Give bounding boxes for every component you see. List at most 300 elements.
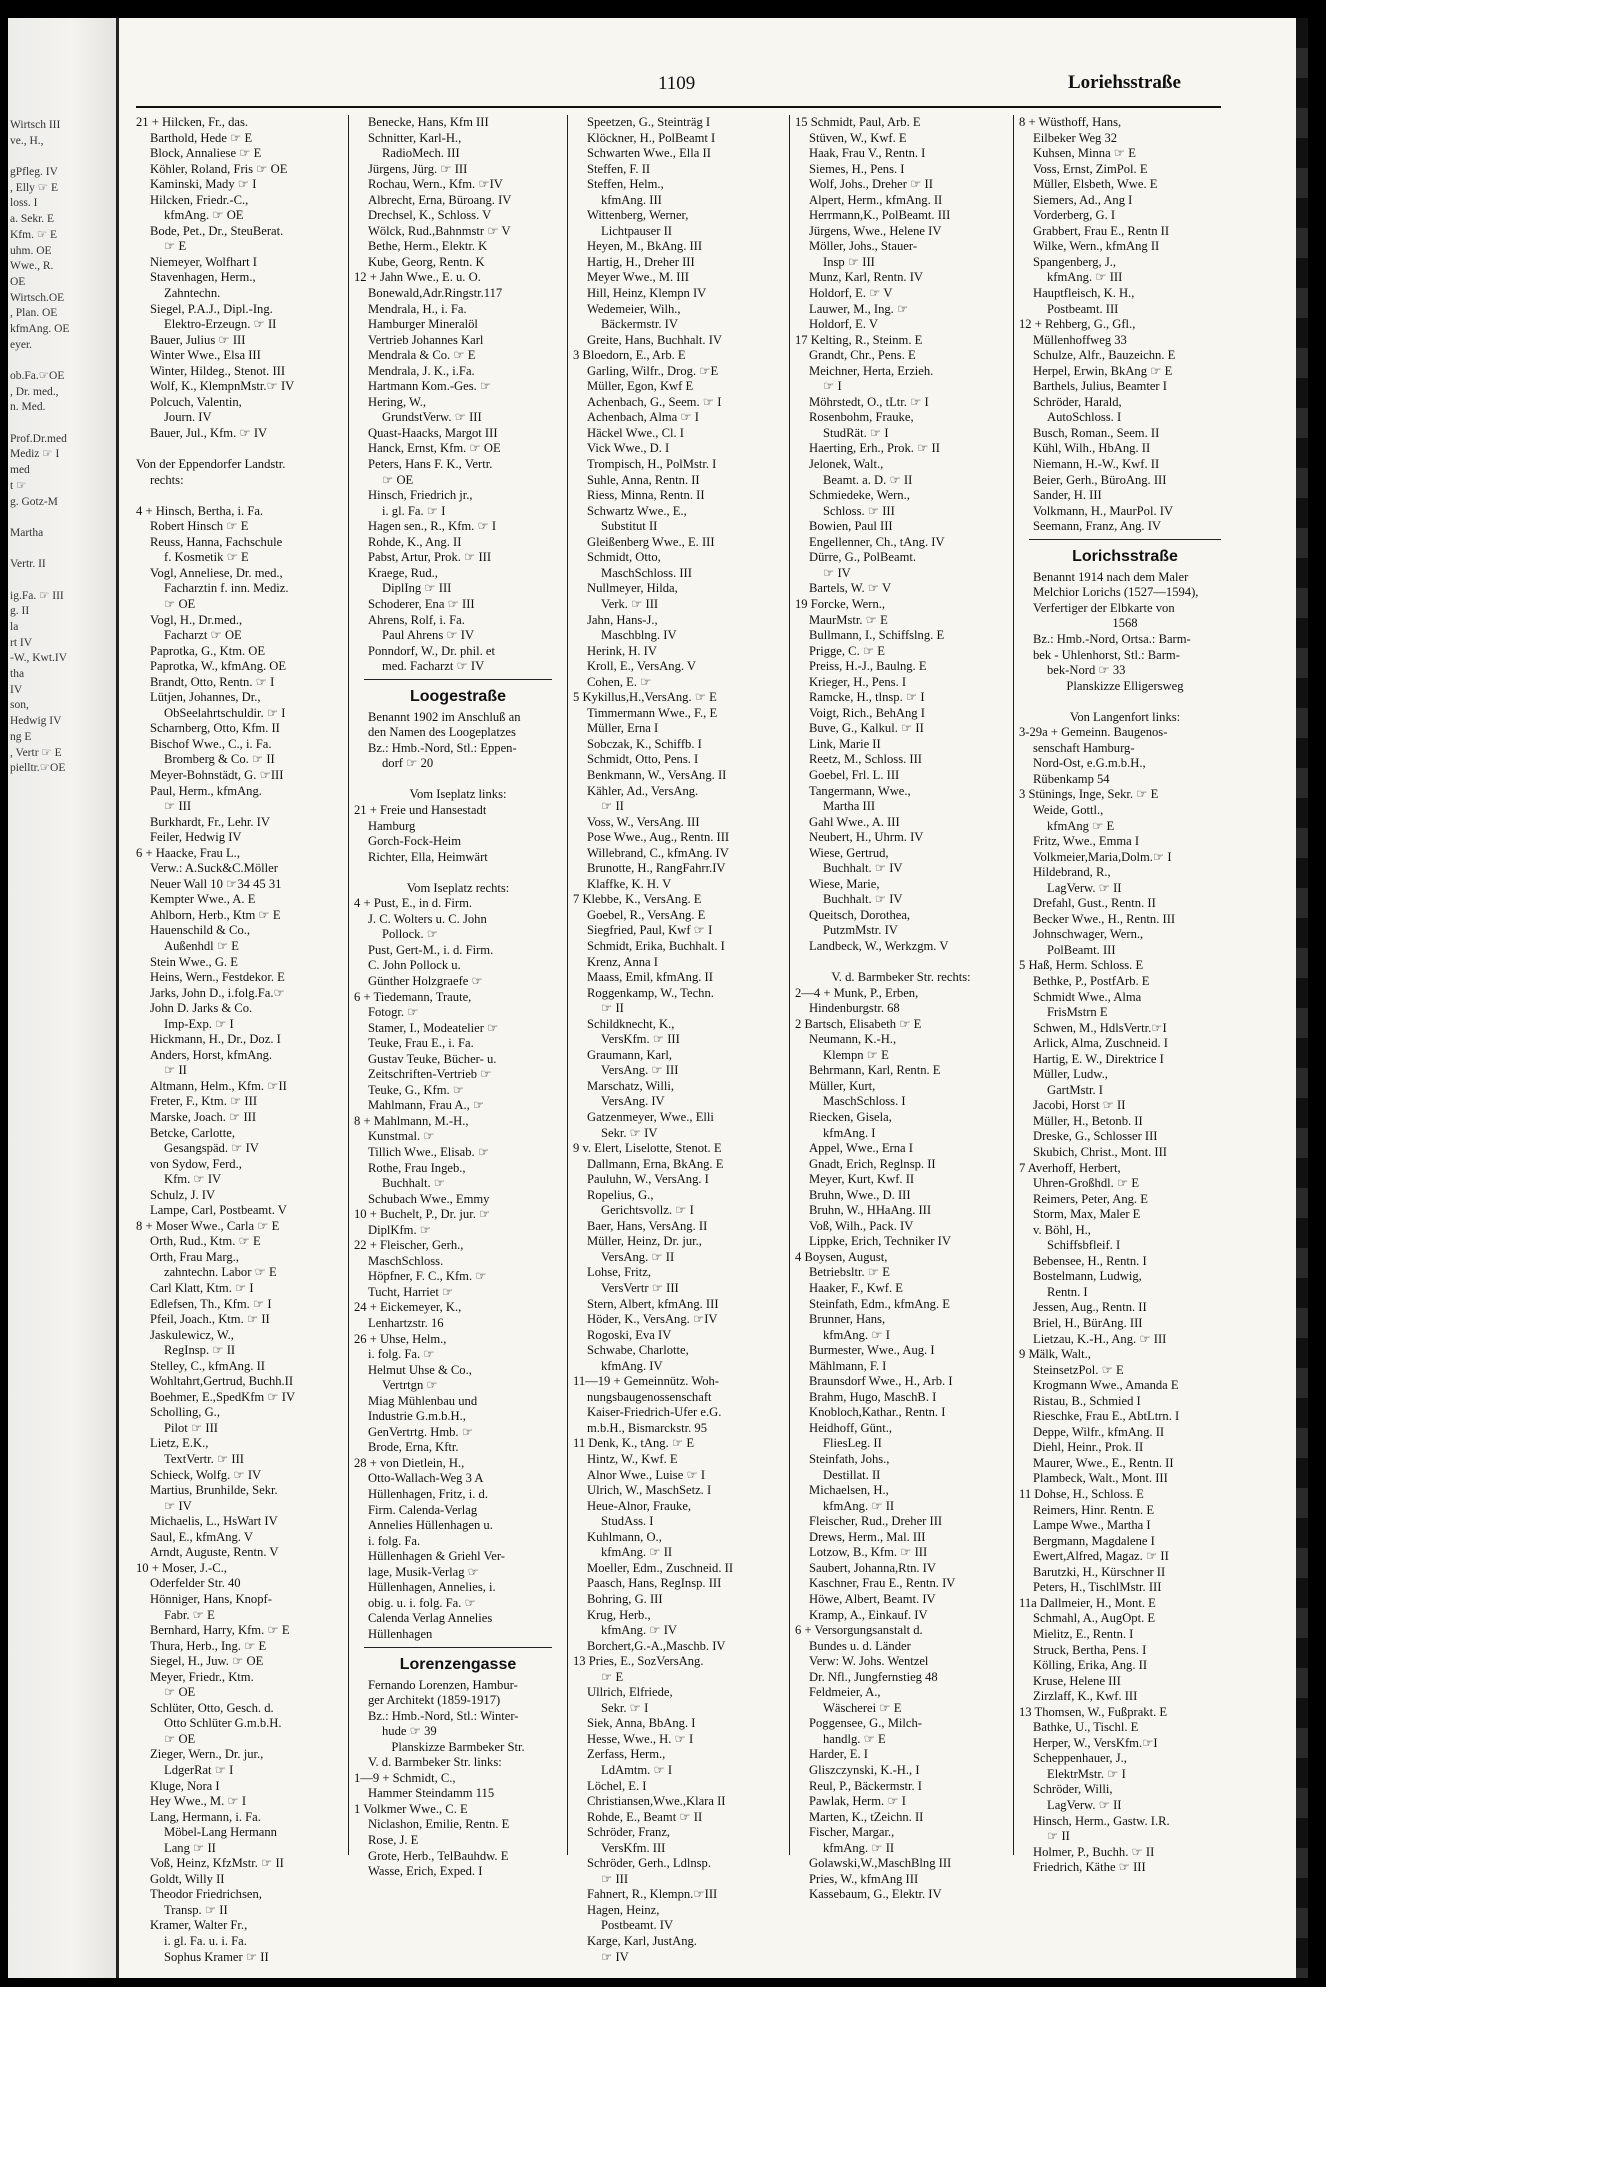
directory-entry: Rieschke, Frau E., AbtLtrn. I <box>1033 1409 1180 1424</box>
directory-entry: Briel, H., BürAng. III <box>1033 1316 1143 1331</box>
directory-entry: Harder, E. I <box>809 1747 868 1762</box>
directory-entry: 2—4 + Munk, P., Erben, <box>795 985 919 1000</box>
directory-entry: GenVertrtg. Hmb. ☞ <box>368 1424 474 1439</box>
column-1 <box>136 115 341 1964</box>
directory-entry: Willebrand, C., kfmAng. IV <box>587 845 729 860</box>
directory-entry: Bartels, W. ☞ V <box>809 581 892 596</box>
directory-entry: 28 + von Dietlein, H., <box>354 1455 465 1470</box>
directory-entry: Stelley, C., kfmAng. II <box>150 1358 265 1373</box>
directory-entry: Schröder, Franz, <box>587 1825 671 1840</box>
gutter-line <box>10 149 116 165</box>
directory-entry: 19 Forcke, Wern., <box>795 596 886 611</box>
directory-entry: 15 Schmidt, Paul, Arb. E <box>795 115 921 129</box>
directory-entry: nungsbaugenossenschaft <box>587 1389 712 1404</box>
directory-entry: Buve, G., Kalkul. ☞ II <box>809 721 924 736</box>
directory-entry: Verw: W. Johs. Wentzel <box>809 1654 929 1669</box>
directory-entry: Lampe, Carl, Postbeamt. V <box>150 1203 287 1218</box>
directory-entry: Lütjen, Johannes, Dr., <box>150 690 261 705</box>
gutter-line: n. Med. <box>10 401 46 414</box>
directory-entry: Zerfass, Herm., <box>587 1747 666 1762</box>
gutter-line: , Dr. med., <box>10 385 59 398</box>
gutter-line: g. II <box>10 605 30 618</box>
directory-entry: Heins, Wern., Festdekor. E <box>150 970 285 985</box>
directory-entry: Schulze, Alfr., Bauzeichn. E <box>1033 348 1176 363</box>
directory-entry: Albrecht, Erna, Büroang. IV <box>368 192 512 207</box>
directory-entry: Jürgens, Wwe., Helene IV <box>809 223 942 238</box>
directory-entry: Gahl Wwe., A. III <box>809 814 900 829</box>
directory-entry: obig. u. i. folg. Fa. ☞ <box>368 1595 476 1610</box>
column-divider <box>348 115 349 1855</box>
directory-entry: Hickmann, H., Dr., Doz. I <box>150 1032 281 1047</box>
gutter-line: la <box>10 621 19 633</box>
directory-entry: Bromberg & Co. ☞ II <box>164 752 275 767</box>
directory-entry: Paul, Herm., kfmAng. <box>150 783 262 798</box>
directory-entry: Lenhartzstr. 16 <box>368 1316 444 1331</box>
directory-entry: 1 Volkmer Wwe., C. E <box>354 1801 468 1816</box>
directory-entry: hude ☞ 39 <box>382 1724 437 1739</box>
directory-entry: Saul, E., kfmAng. V <box>150 1529 253 1544</box>
directory-entry: Klempn ☞ E <box>823 1047 889 1062</box>
directory-entry: Kunstmal. ☞ <box>368 1129 435 1144</box>
directory-entry: Bowien, Paul III <box>809 519 893 534</box>
gutter-line: , Elly ☞ E <box>10 181 58 194</box>
directory-entry: Richter, Ella, Heimwärt <box>368 849 488 864</box>
section-rule <box>364 679 552 680</box>
directory-entry: Quast-Haacks, Margot III <box>368 425 498 440</box>
directory-entry: Paprotka, W., kfmAng. OE <box>150 659 287 674</box>
gutter-line: tha <box>10 668 25 681</box>
directory-entry: Thura, Herb., Ing. ☞ E <box>150 1638 267 1653</box>
directory-entry: Speetzen, G., Steinträg I <box>587 115 711 129</box>
directory-entry: Zahntechn. <box>164 286 221 301</box>
directory-entry: Hartig, H., Dreher III <box>587 254 695 269</box>
directory-entry: 11—19 + Gemeinnütz. Woh- <box>573 1374 719 1389</box>
directory-entry: Herink, H. IV <box>587 643 657 658</box>
directory-entry: Müllenhoffweg 33 <box>1033 332 1127 347</box>
directory-entry: Trompisch, H., PolMstr. I <box>587 457 717 472</box>
gutter-line: kfmAng. OE <box>10 322 70 335</box>
directory-entry: Golawski,W.,MaschBlng III <box>809 1856 952 1871</box>
directory-entry: Von der Eppendorfer Landstr. <box>136 457 286 472</box>
gutter-line: Prof.Dr.med <box>10 432 67 445</box>
directory-entry: Siemes, H., Pens. I <box>809 161 905 176</box>
directory-entry: Barthels, Julius, Beamter I <box>1033 379 1167 394</box>
directory-entry: Kuhlmann, O., <box>587 1529 662 1544</box>
directory-entry: Industrie G.m.b.H., <box>368 1409 466 1424</box>
directory-entry: PolBeamt. III <box>1047 942 1116 957</box>
directory-entry: Helmut Uhse & Co., <box>368 1362 472 1377</box>
directory-entry: Grandt, Chr., Pens. E <box>809 348 916 363</box>
directory-entry: Suhle, Anna, Rentn. II <box>587 472 700 487</box>
directory-entry: Verfertiger der Elbkarte von <box>1033 600 1175 615</box>
directory-entry: Kassebaum, G., Elektr. IV <box>809 1887 942 1902</box>
directory-entry: Haak, Frau V., Rentn. I <box>809 146 926 161</box>
directory-entry: Kempter Wwe., A. E <box>150 892 256 907</box>
directory-entry: Vorderberg, G. I <box>1033 208 1116 223</box>
directory-entry: Martha III <box>823 799 876 814</box>
directory-entry: TextVertr. ☞ III <box>164 1452 244 1467</box>
directory-entry: Miag Mühlenbau und <box>368 1393 478 1408</box>
directory-entry: Jelonek, Walt., <box>809 457 884 472</box>
directory-entry: Verw.: A.Suck&C.Möller <box>150 861 278 876</box>
directory-entry: Pust, Gert-M., i. d. Firm. <box>368 942 494 957</box>
directory-entry: Storm, Max, Maler E <box>1033 1207 1141 1222</box>
gutter-line: Vertr. II <box>10 558 46 571</box>
directory-entry: Siegel, H., Juw. ☞ OE <box>150 1654 264 1669</box>
section-rule <box>1029 539 1221 540</box>
directory-entry: ger Architekt (1859-1917) <box>368 1693 501 1708</box>
directory-entry: Möller, Johs., Stauer- <box>809 239 918 254</box>
directory-entry: Goebel, Frl. L. III <box>809 767 900 782</box>
directory-entry: Gerichtsvollz. ☞ I <box>601 1203 694 1218</box>
directory-entry: Voigt, Rich., BehAng I <box>809 705 925 720</box>
directory-entry: Stamer, I., Modeatelier ☞ <box>368 1020 499 1035</box>
directory-entry: ☞ OE <box>164 1685 196 1700</box>
directory-entry: Ahrens, Rolf, i. Fa. <box>368 612 465 627</box>
directory-entry: Rochau, Wern., Kfm. ☞IV <box>368 177 503 192</box>
directory-entry: Hüllenhagen & Griehl Ver- <box>368 1549 505 1564</box>
directory-entry: Robert Hinsch ☞ E <box>150 519 249 534</box>
directory-entry: Wilke, Wern., kfmAng II <box>1033 239 1160 254</box>
directory-entry: Rohde, E., Beamt ☞ II <box>587 1809 703 1824</box>
directory-entry: ☞ E <box>601 1669 624 1684</box>
directory-entry: 1—9 + Schmidt, C., <box>354 1770 456 1785</box>
directory-entry: Brunotte, H., RangFahrr.IV <box>587 861 726 876</box>
directory-entry: Grabbert, Frau E., Rentn II <box>1033 223 1170 238</box>
column-3 <box>573 115 783 1964</box>
directory-entry: Munz, Karl, Rentn. IV <box>809 270 924 285</box>
directory-entry: Poggensee, G., Milch- <box>809 1716 922 1731</box>
column-divider <box>1013 115 1014 1855</box>
gutter-line: pielltr.☞OE <box>10 762 66 775</box>
directory-entry: Paprotka, G., Ktm. OE <box>150 643 266 658</box>
directory-entry: Hesse, Wwe., H. ☞ I <box>587 1731 694 1746</box>
directory-entry: 21 + Hilcken, Fr., das. <box>136 115 249 129</box>
directory-entry: Teuke, G., Kfm. ☞ <box>368 1082 465 1097</box>
directory-entry: Bruhn, W., HHaAng. III <box>809 1203 932 1218</box>
directory-entry: Facharzt ☞ OE <box>164 628 242 643</box>
directory-entry: Jahn, Hans-J., <box>587 612 658 627</box>
directory-entry: 13 Thomsen, W., Fußprakt. E <box>1019 1704 1168 1719</box>
directory-entry: Elektro-Erzeugn. ☞ II <box>164 317 277 332</box>
directory-entry: Höder, K., VersAng. ☞IV <box>587 1312 718 1327</box>
directory-entry: Stüven, W., Kwf. E <box>809 130 907 145</box>
directory-entry: Kfm. ☞ IV <box>164 1172 222 1187</box>
directory-entry: Substitut II <box>601 519 658 534</box>
directory-entry: Facharztin f. inn. Mediz. <box>164 581 289 596</box>
directory-entry: John D. Jarks & Co. <box>150 1001 253 1016</box>
directory-entry: Stein Wwe., G. E <box>150 954 238 969</box>
directory-entry: Schmidt, Otto, <box>587 550 661 565</box>
directory-entry: Burkhardt, Fr., Lehr. IV <box>150 814 270 829</box>
directory-entry: Müller, Egon, Kwf E <box>587 379 694 394</box>
directory-entry: Niemeyer, Wolfhart I <box>150 254 258 269</box>
directory-entry: Altmann, Helm., Kfm. ☞II <box>150 1078 287 1093</box>
directory-entry: AutoSchloss. I <box>1047 410 1122 425</box>
directory-entry: Außenhdl ☞ E <box>164 938 239 953</box>
gutter-line: a. Sekr. E <box>10 213 55 226</box>
directory-entry: DiplIng ☞ III <box>382 581 452 596</box>
directory-entry: Meyer, Friedr., Ktm. <box>150 1669 254 1684</box>
directory-entry <box>136 441 341 457</box>
directory-entry: Baer, Hans, VersAng. II <box>587 1218 708 1233</box>
directory-entry: Rohde, K., Ang. II <box>368 534 462 549</box>
directory-entry: Möhrstedt, O., tLtr. ☞ I <box>809 394 929 409</box>
directory-entry: Winter Wwe., Elsa III <box>150 348 261 363</box>
directory-entry: ☞ OE <box>164 1731 196 1746</box>
directory-entry: Zeitschriften-Vertrieb ☞ <box>368 1067 492 1082</box>
gutter-line: med <box>10 464 30 477</box>
directory-entry: Kramer, Walter Fr., <box>150 1918 248 1933</box>
directory-entry: Kaschner, Frau E., Rentn. IV <box>809 1576 956 1591</box>
directory-entry: VersAng. ☞ III <box>601 1063 679 1078</box>
directory-entry: Arndt, Auguste, Rentn. V <box>150 1545 279 1560</box>
directory-entry: Kaiser-Friedrich-Ufer e.G. <box>587 1405 722 1420</box>
directory-entry: Scheppenhauer, J., <box>1033 1751 1127 1766</box>
directory-entry: Achenbach, G., Seem. ☞ I <box>587 394 722 409</box>
directory-entry: Bz.: Hmb.-Nord, Ortsa.: Barm- <box>1033 631 1191 646</box>
directory-entry: Gorch-Fock-Heim <box>368 834 462 849</box>
directory-entry: m.b.H., Bismarckstr. 95 <box>587 1420 707 1435</box>
directory-entry: Zieger, Wern., Dr. jur., <box>150 1747 264 1762</box>
directory-entry: 4 + Hinsch, Bertha, i. Fa. <box>136 503 264 518</box>
street-heading: Lorichsstraße <box>1072 547 1178 565</box>
directory-entry: Bullmann, I., Schiffslng. E <box>809 628 945 643</box>
directory-entry: Reetz, M., Schloss. III <box>809 752 922 767</box>
section-note: 1568 <box>1112 616 1138 631</box>
gutter-line <box>10 353 116 369</box>
directory-entry: Becker Wwe., H., Rentn. III <box>1033 911 1176 926</box>
directory-entry: Schiffsbfleif. I <box>1047 1238 1121 1253</box>
directory-entry: Müller, Erna I <box>587 721 659 736</box>
directory-entry: Steffen, F. II <box>587 161 651 176</box>
section-note: Vom Iseplatz rechts: <box>406 880 510 895</box>
directory-entry: Pries, W., kfmAng III <box>809 1871 919 1886</box>
directory-entry: Krug, Herb., <box>587 1607 651 1622</box>
directory-entry: Knobloch,Kathar., Rentn. I <box>809 1405 946 1420</box>
directory-entry: Rose, J. E <box>368 1832 419 1847</box>
directory-entry: Niemann, H.-W., Kwf. II <box>1033 457 1160 472</box>
directory-entry: Postbeamt. IV <box>601 1918 674 1933</box>
directory-entry: Postbeamt. III <box>1047 301 1119 316</box>
directory-entry: Lichtpauser II <box>601 223 672 238</box>
directory-entry: Müller, Kurt, <box>809 1078 876 1093</box>
directory-entry: Michaelis, L., HsWart IV <box>150 1514 278 1529</box>
directory-entry: Riecken, Gisela, <box>809 1110 892 1124</box>
directory-entry: 6 + Versorgungsanstalt d. <box>795 1623 923 1638</box>
gutter-line: son, <box>10 699 29 712</box>
gutter-line: rt IV <box>10 636 33 649</box>
directory-entry <box>136 488 341 504</box>
directory-entry: Hintz, W., Kwf. E <box>587 1452 678 1467</box>
gutter-text <box>8 18 116 777</box>
directory-entry: Wölck, Rud.,Bahnmstr ☞ V <box>368 223 511 238</box>
gutter-line: g. Gotz-M <box>10 495 58 508</box>
directory-entry: Braunsdorf Wwe., H., Arb. I <box>809 1374 953 1389</box>
directory-entry: Heyen, M., BkAng. III <box>587 239 703 254</box>
directory-entry: Nullmeyer, Hilda, <box>587 581 678 596</box>
directory-entry: Häckel Wwe., Cl. I <box>587 425 684 440</box>
directory-entry: 11 Dohse, H., Schloss. E <box>1019 1487 1144 1502</box>
directory-entry: Jacobi, Horst ☞ II <box>1033 1098 1126 1113</box>
directory-entry: Skubich, Christ., Mont. III <box>1033 1145 1167 1159</box>
directory-entry: Niclashon, Emilie, Rentn. E <box>368 1817 510 1832</box>
directory-entry: 8 + Mahlmann, M.-H., <box>354 1113 469 1128</box>
directory-entry: Sander, H. III <box>1033 488 1102 503</box>
directory-entry: Dreske, G., Schlosser III <box>1033 1129 1158 1144</box>
directory-entry: Hey Wwe., M. ☞ I <box>150 1794 247 1809</box>
directory-entry: VersKfm. III <box>601 1840 666 1855</box>
directory-entry: Reimers, Peter, Ang. E <box>1033 1191 1148 1206</box>
directory-entry: Bundes u. d. Länder <box>809 1638 911 1653</box>
directory-entry: Drefahl, Gust., Rentn. II <box>1033 896 1156 911</box>
directory-entry: Grote, Herb., TelBauhdw. E <box>368 1848 509 1863</box>
directory-entry: Boehmer, E.,SpedKfm ☞ IV <box>150 1389 296 1404</box>
directory-entry: Insp ☞ III <box>823 254 875 269</box>
directory-entry: Benkmann, W., VersAng. II <box>587 767 727 782</box>
directory-entry: Hinsch, Friedrich jr., <box>368 488 473 503</box>
directory-entry: Löchel, E. I <box>587 1778 647 1793</box>
directory-entry: Schubach Wwe., Emmy <box>368 1191 490 1206</box>
directory-entry: Wittenberg, Werner, <box>587 208 689 223</box>
directory-entry: Mahlmann, Frau A., ☞ <box>368 1098 485 1113</box>
directory-entry: ☞ IV <box>601 1949 629 1964</box>
directory-entry: GartMstr. I <box>1047 1082 1103 1097</box>
directory-entry: handlg. ☞ E <box>823 1731 886 1746</box>
directory-entry: Gleißenberg Wwe., E. III <box>587 534 715 549</box>
directory-entry: ☞ OE <box>382 472 414 487</box>
directory-entry: Bonewald,Adr.Ringstr.117 <box>368 286 503 301</box>
directory-entry: Barthold, Hede ☞ E <box>150 130 253 145</box>
directory-entry: Rübenkamp 54 <box>1033 771 1110 786</box>
directory-entry: Hindenburgstr. 68 <box>809 1001 900 1016</box>
directory-entry: Pauluhn, W., VersAng. I <box>587 1172 709 1187</box>
directory-entry: Haaker, F., Kwf. E <box>809 1281 903 1296</box>
directory-entry: VersKfm. ☞ III <box>601 1032 680 1047</box>
directory-entry: Kroll, E., VersAng. V <box>587 659 697 674</box>
directory-entry: Edlefsen, Th., Kfm. ☞ I <box>150 1296 272 1311</box>
directory-entry: Buchhalt. ☞ <box>382 1176 446 1191</box>
directory-entry: Block, Annaliese ☞ E <box>150 146 262 161</box>
directory-entry: Fahnert, R., Klempn.☞III <box>587 1887 718 1902</box>
directory-entry: Hamburg <box>368 818 416 833</box>
directory-entry: Hinsch, Herm., Gastw. I.R. <box>1033 1813 1170 1828</box>
directory-entry: kfmAng. ☞ II <box>823 1498 895 1513</box>
directory-entry: Hüllenhagen <box>368 1626 433 1641</box>
directory-entry: Buchhalt. ☞ IV <box>823 861 903 876</box>
directory-entry: Fernando Lorenzen, Hambur- <box>368 1677 518 1692</box>
directory-entry: Transp. ☞ II <box>164 1902 228 1917</box>
directory-entry <box>1019 694 1231 710</box>
directory-entry: Neuer Wall 10 ☞34 45 31 <box>150 876 282 891</box>
directory-entry: Arlick, Alma, Zuschneid. I <box>1033 1036 1169 1051</box>
directory-entry: Schulz, J. IV <box>150 1187 216 1202</box>
directory-entry: Wäscherei ☞ E <box>823 1700 902 1715</box>
directory-entry: Nord-Ost, e.G.m.b.H., <box>1033 756 1146 771</box>
directory-entry: Ristau, B., Schmied I <box>1033 1393 1141 1408</box>
directory-entry: Bauer, Julius ☞ III <box>150 332 246 347</box>
directory-entry: Mendrala & Co. ☞ E <box>368 348 476 363</box>
directory-entry: Maschblng. IV <box>601 628 677 643</box>
directory-entry: zahntechn. Labor ☞ E <box>164 1265 277 1280</box>
directory-entry: Voß, Wilh., Pack. IV <box>809 1218 914 1233</box>
directory-entry: Uhren-Großhdl. ☞ E <box>1033 1176 1140 1191</box>
directory-entry: MaschSchloss. I <box>823 1094 906 1109</box>
directory-entry: Stavenhagen, Herm., <box>150 270 256 285</box>
directory-entry: Heue-Alnor, Frauke, <box>587 1498 692 1513</box>
directory-entry: Neubert, H., Uhrm. IV <box>809 830 924 845</box>
directory-entry: Gatzenmeyer, Wwe., Elli <box>587 1110 714 1124</box>
directory-entry: Wiese, Marie, <box>809 876 880 891</box>
directory-entry: RegInsp. ☞ II <box>164 1343 236 1358</box>
directory-entry: Kölling, Erika, Ang. II <box>1033 1658 1148 1673</box>
directory-entry: Siegel, P.A.J., Dipl.-Ing. <box>150 301 273 316</box>
directory-entry: Schmidt Wwe., Alma <box>1033 989 1142 1004</box>
directory-entry: 17 Kelting, R., Steinm. E <box>795 332 923 347</box>
directory-entry: Müller, H., Betonb. II <box>1033 1113 1143 1128</box>
directory-entry: Saubert, Johanna,Rtn. IV <box>809 1560 936 1575</box>
directory-entry: Bernhard, Harry, Kfm. ☞ E <box>150 1623 290 1638</box>
directory-entry: Goebel, R., VersAng. E <box>587 907 706 922</box>
directory-entry: LdgerRat ☞ I <box>164 1762 234 1777</box>
directory-entry: kfmAng. I <box>823 1125 876 1140</box>
gutter-line: ob.Fa.☞OE <box>10 370 65 382</box>
directory-entry: 13 Pries, E., SozVersAng. <box>573 1654 704 1669</box>
directory-entry: Wiese, Gertrud, <box>809 845 889 860</box>
directory-entry: Holdorf, E. V <box>809 317 879 332</box>
directory-entry: 8 + Moser Wwe., Carla ☞ E <box>136 1218 280 1233</box>
directory-entry: Wasse, Erich, Exped. I <box>368 1864 483 1879</box>
directory-entry: Hartig, E. W., Direktrice I <box>1033 1051 1164 1066</box>
directory-entry: Maass, Emil, kfmAng. II <box>587 970 713 985</box>
directory-entry: Plambeck, Walt., Mont. III <box>1033 1471 1168 1486</box>
directory-entry: Achenbach, Alma ☞ I <box>587 410 700 425</box>
directory-entry: ☞ I <box>823 379 842 394</box>
directory-entry: Herpel, Erwin, BkAng ☞ E <box>1033 363 1173 378</box>
directory-page <box>8 18 1308 1978</box>
directory-entry: Queitsch, Dorothea, <box>809 907 911 922</box>
column-4 <box>795 115 1007 1902</box>
directory-entry: Wedemeier, Wilh., <box>587 301 681 316</box>
directory-entry: C. John Pollock u. <box>368 958 461 973</box>
directory-entry: DiplKfm. ☞ <box>368 1222 432 1237</box>
directory-entry: Roggenkamp, W., Techn. <box>587 985 714 1000</box>
directory-entry: Lotzow, B., Kfm. ☞ III <box>809 1545 928 1560</box>
directory-entry: Kramp, A., Einkauf. IV <box>809 1607 928 1622</box>
directory-entry: Sekr. ☞ I <box>601 1700 649 1715</box>
directory-entry: Rogoski, Eva IV <box>587 1327 672 1342</box>
directory-entry: f. Kosmetik ☞ E <box>164 550 249 565</box>
directory-entry: Wolf, Johs., Dreher ☞ II <box>809 177 933 192</box>
directory-entry: Hammer Steindamm 115 <box>368 1786 495 1801</box>
directory-entry: i. gl. Fa. u. i. Fa. <box>164 1933 247 1948</box>
directory-entry <box>795 955 1007 971</box>
directory-entry: ☞ OE <box>164 596 196 611</box>
directory-entry: Dr. Nfl., Jungfernstieg 48 <box>809 1669 938 1684</box>
directory-entry <box>354 865 562 881</box>
directory-entry: StudAss. I <box>601 1514 654 1529</box>
directory-entry: Möbel-Lang Hermann <box>164 1825 277 1840</box>
gutter-line: Martha <box>10 526 44 539</box>
directory-entry: LdAmtm. ☞ I <box>601 1762 673 1777</box>
directory-entry: Hanck, Ernst, Kfm. ☞ OE <box>368 441 501 456</box>
directory-entry: Steffen, Helm., <box>587 177 664 192</box>
directory-entry: Klaffke, K. H. V <box>587 876 672 891</box>
directory-entry: MaschSchloss. <box>368 1253 444 1268</box>
directory-entry: Weide, Gottl., <box>1033 802 1104 817</box>
directory-entry: Höpfner, F. C., Kfm. ☞ <box>368 1269 487 1284</box>
directory-entry: Betriebsltr. ☞ E <box>809 1265 890 1280</box>
